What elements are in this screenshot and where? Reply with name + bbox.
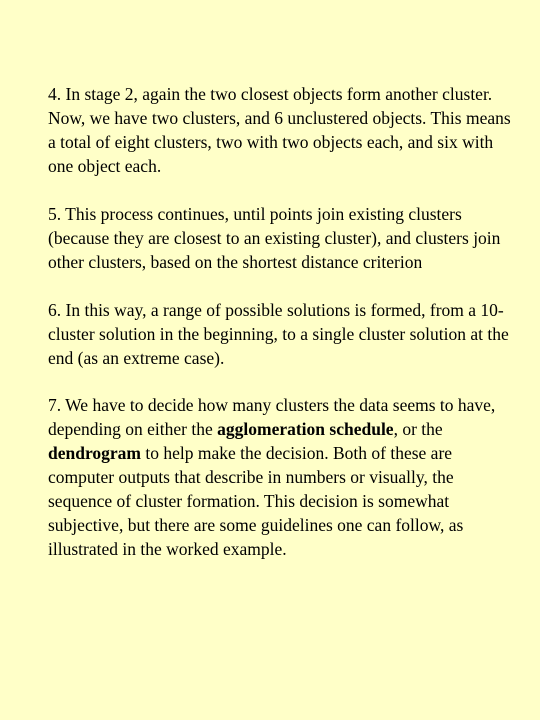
paragraph-text: 7. We have to decide how many clusters the data seems to have, depending on either the [48,395,496,439]
paragraph-stage-2: 4. In stage 2, again the two closest objects form another cluster. Now, we have two clusters, and 6 unclustered objects. This means a total of eight clusters, two with two objects each, and six with one object each. [48,84,511,176]
paragraph-process-continues: 5. This process continues, until points join existing clusters (because they are closest to an existing cluster), and clusters join other clusters, based on the shortest distance criterion [48,204,501,272]
paragraph-text: to help make the decision. Both of these are computer outputs that describe in numbers or visually, the sequence of cluster formation. This decision is somewhat subjective, but there are some guidelines one can follow, as illustrated in the worked example. [48,443,464,559]
slide-body [48,82,518,561]
paragraph-range-of-solutions: 6. In this way, a range of possible solutions is formed, from a 10-cluster solution in the beginning, to a single cluster solution at the end (as an extreme case). [48,300,509,368]
dendrogram-term: dendrogram [48,443,142,463]
agglomeration-schedule-term: agglomeration schedule [217,419,394,439]
paragraph-decide-clusters [48,393,518,561]
paragraph-text: , or the [393,419,443,439]
